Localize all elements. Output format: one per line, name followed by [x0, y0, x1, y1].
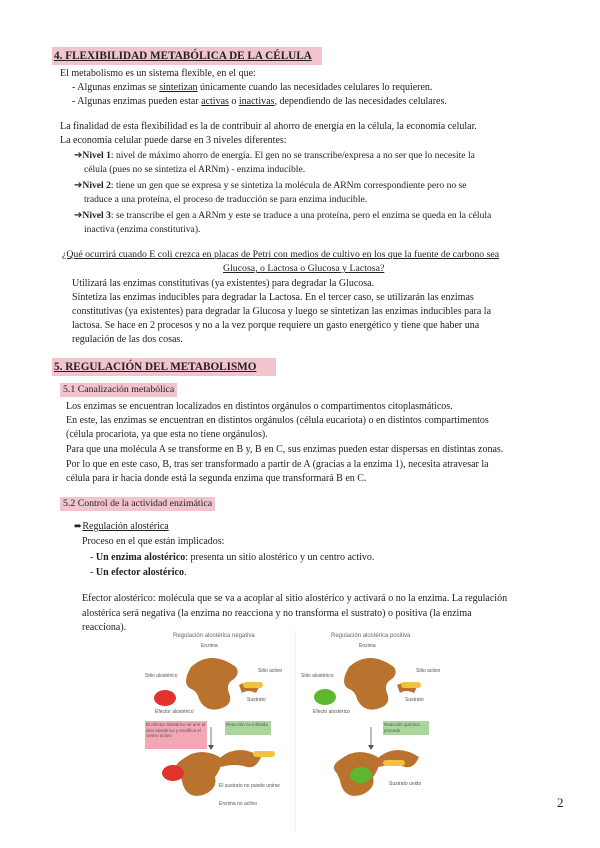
label-efector-neg: Efector alostérico	[155, 709, 194, 715]
label-efector-pos: Efecto alostérico	[313, 709, 350, 715]
efector-c: reacciona).	[82, 622, 127, 633]
nivel-3-cont: inactiva (enzima constitutiva).	[84, 224, 201, 235]
label-sitio-activo-pos: Sitio activo	[416, 668, 441, 674]
p2b: (célula procariota, ya que esta no tiene orgánulos).	[66, 429, 268, 440]
answer-2a: Sintetiza las enzimas inducibles para degradar la Lactosa. En el tercer caso, se utilizarán las enzimas	[72, 292, 474, 303]
answer-2b: constitutivas (ya existentes) para degradar la Glucosa y luego se sintetizan las enzimas inducibles para la	[72, 306, 492, 317]
label-sitio-alosterico: Sitio alostérico	[145, 673, 178, 679]
economia-text: La economía celular puede darse en 3 niveles diferentes:	[60, 135, 287, 146]
label-enzima-pos: Enzima	[359, 643, 376, 649]
positive-effector-bound	[350, 767, 372, 783]
reg-heading: ➨Regulación alostérica	[74, 521, 169, 532]
box-neg-green-text: Reacción no inhibida	[226, 722, 268, 727]
negative-effector	[154, 690, 176, 706]
label-sustrato: Sustrato	[247, 697, 266, 703]
nivel-2: ➔Nivel 2: tiene un gen que se expresa y se sintetiza la molécula de ARNm correspondiente pero no se	[74, 180, 467, 191]
p3: Para que una molécula A se transforme en B y, B en C, sus enzimas pueden estar dispersas en distintas zonas.	[66, 444, 504, 455]
subsection-5-2: 5.2 Control de la actividad enzimática	[60, 497, 215, 511]
label-sustrato-pos-2: Sustrato unido	[389, 781, 422, 787]
efector-a: Efector alostérico: molécula que se va a acoplar al sitio alostérico y activará o no la enzima. La regulación	[82, 593, 508, 604]
reg-item-1: - Un enzima alostérico: presenta un sitio alostérico y un centro activo.	[90, 552, 375, 563]
title-negative: Regulación alostérica negativa	[173, 633, 255, 639]
label-enzima-neg: Enzima	[201, 643, 218, 649]
answer-1: Utilizará las enzimas constitutivas (ya existentes) para degradar la Glucosa.	[72, 278, 375, 289]
p4b: célula para ir hacia donde está la segunda enzima que transformará B en C.	[66, 473, 367, 484]
arrow-icon: ➔	[74, 180, 83, 191]
box-neg-red-text: El efector alostérico se une al sitio alostérico y modifica el centro activo	[146, 722, 206, 738]
reg-intro: Proceso en el que están implicados:	[82, 536, 225, 547]
nivel-1: ➔Nivel 1: nivel de máximo ahorro de energía. El gen no se transcribe/expresa a no ser que lo necesite la	[74, 150, 475, 161]
nivel-3: ➔Nivel 3: se transcribe el gen a ARNm y este se traduce a una proteína, pero el enzima se queda en la célula	[74, 210, 492, 221]
answer-2c: lactosa. Se hace en 2 procesos y no a la vez porque requiere un gasto energético y tiene que haber una	[72, 320, 480, 331]
question-line-1: ¿Qué ocurrirá cuando E coli crezca en placas de Petri con medios de cultivo en los que la fuente de carbono sea	[62, 249, 500, 260]
substrate-bound	[383, 760, 405, 766]
reg-item-2: - Un efector alostérico.	[90, 567, 187, 578]
section-4-heading: 4. FLEXIBILIDAD METABÓLICA DE LA CÉLULA	[52, 47, 322, 65]
bullet-2: - Algunas enzimas pueden estar activas o inactivas, dependiendo de las necesidades celulares.	[72, 96, 447, 107]
label-no-une: El sustrato no puede unirse	[219, 783, 280, 789]
positive-effector	[314, 689, 336, 705]
label-sitio-activo: Sitio activo	[258, 668, 283, 674]
substrate-pos	[401, 682, 421, 688]
nivel-2-cont: traduce a una proteína, el proceso de traducción se para enzima inducible.	[84, 194, 368, 205]
finalidad-text: La finalidad de esta flexibilidad es la de contribuir al ahorro de energía en la célula, la economía celular.	[60, 121, 477, 132]
bullet-1: - Algunas enzimas se sintetizan únicamente cuando las necesidades celulares lo requieren.	[72, 82, 433, 93]
subsection-5-1: 5.1 Canalización metabólica	[60, 383, 177, 397]
arrow-icon: ➔	[74, 210, 83, 221]
label-sitio-alosterico-pos: Sitio alostérico	[301, 673, 334, 679]
substrate	[243, 682, 263, 688]
section-5-heading: 5. REGULACIÓN DEL METABOLISMO	[52, 358, 276, 376]
section-4-intro: El metabolismo es un sistema flexible, en el que:	[60, 68, 256, 79]
nivel-1-cont: célula (pues no se sintetiza el ARNm) - enzima inducible.	[84, 164, 306, 175]
page-number: 2	[557, 795, 564, 810]
box-pos-green-text: Reacción química procede	[384, 722, 420, 733]
p1: Los enzimas se encuentran localizados en distintos orgánulos o compartimentos citoplasmáticos.	[66, 401, 453, 412]
allosteric-regulation-figure	[143, 627, 445, 837]
p2a: En este, las enzimas se encuentran en distintos orgánulos (célula eucariota) o en distintos compartimentos	[66, 415, 489, 426]
label-sustrato-pos: Sustrato	[405, 697, 424, 703]
efector-b: alostérica será negativa (la enzima no reacciona y no transforma el sustrato) o positiva (la enzima	[82, 608, 472, 619]
title-positive: Regulación alostérica positiva	[331, 633, 411, 639]
label-enzima-no: Enzima no activo	[219, 801, 258, 807]
substrate-unbound	[253, 751, 275, 757]
question-line-2: Glucosa, o Lactosa o Glucosa y Lactosa?	[223, 263, 385, 274]
pointing-hand-icon: ➨	[74, 521, 83, 532]
arrow-icon: ➔	[74, 150, 83, 161]
negative-effector-bound	[162, 765, 184, 781]
p4a: Por lo que en este caso, B, tras ser transformado a partir de A (gracias a la enzima 1), necesita atravesar la	[66, 459, 489, 470]
answer-2d: regulación de las dos cosas.	[72, 334, 183, 345]
